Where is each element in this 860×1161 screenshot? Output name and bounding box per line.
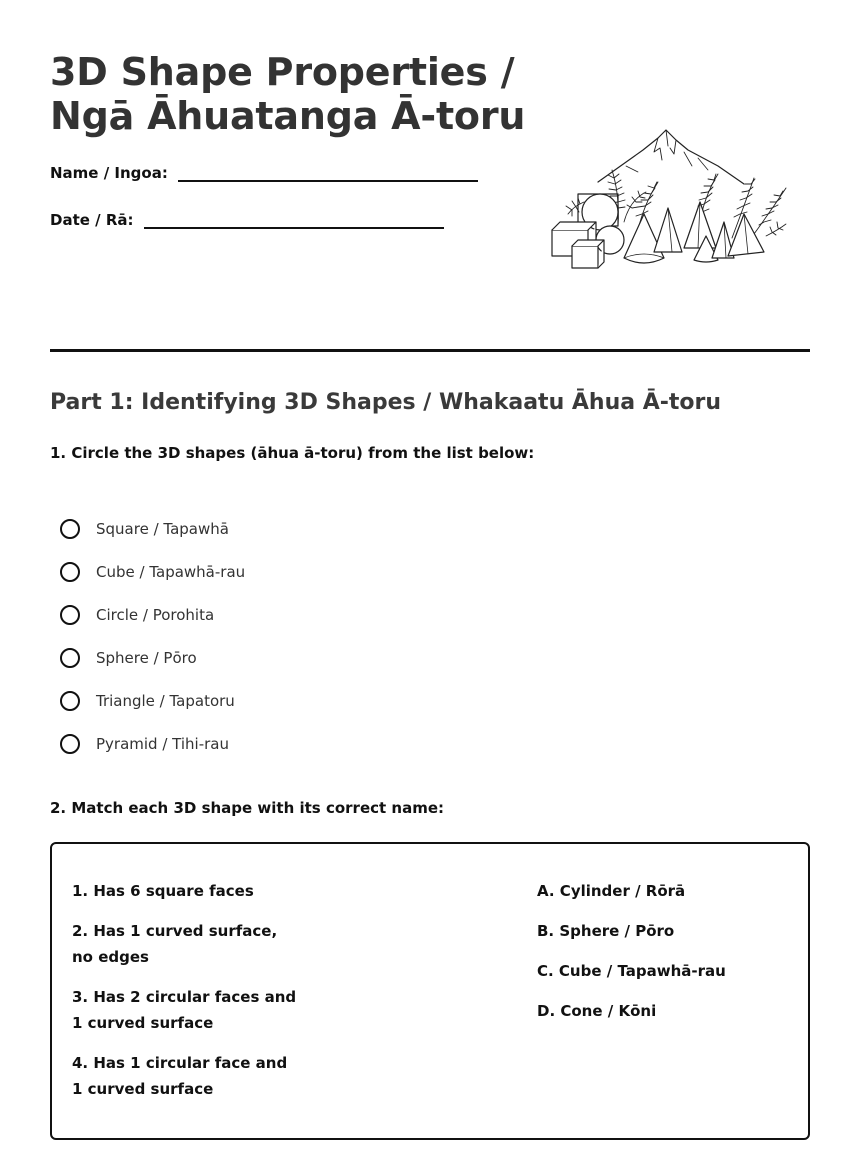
name-label: Name / Ingoa: [50, 164, 168, 182]
description-item[interactable]: 4. Has 1 circular face and 1 curved surface [72, 1054, 288, 1098]
option-cube[interactable] [60, 550, 245, 593]
description-list [72, 878, 302, 1116]
description-item[interactable]: 3. Has 2 circular faces and 1 curved surface [72, 988, 297, 1032]
shape-options-list [60, 507, 245, 765]
date-input-line[interactable] [144, 226, 444, 229]
radio-circle-icon[interactable] [60, 691, 80, 711]
question-2: 2. Match each 3D shape with its correct name: [50, 799, 445, 817]
part1-title: Part 1: Identifying 3D Shapes / Whakaatu Āhua Ā-toru [50, 390, 722, 415]
option-label: Square / Tapawhā [96, 519, 229, 538]
mountain-ferns-shapes-illustration-icon [548, 126, 790, 272]
title-line-2: Ngā Āhuatanga Ā-toru [50, 94, 526, 138]
option-label: Triangle / Tapatoru [96, 691, 235, 710]
question-1: 1. Circle the 3D shapes (āhua ā-toru) from the list below: [50, 444, 535, 462]
radio-circle-icon[interactable] [60, 562, 80, 582]
description-item[interactable]: 2. Has 1 curved surface, no edges [72, 922, 278, 966]
date-label: Date / Rā: [50, 211, 134, 229]
radio-circle-icon[interactable] [60, 519, 80, 539]
option-label: Pyramid / Tihi-rau [96, 734, 229, 753]
header-divider [50, 349, 810, 352]
description-item[interactable]: 1. Has 6 square faces [72, 882, 254, 900]
option-square[interactable] [60, 507, 245, 550]
title-line-1: 3D Shape Properties / [50, 50, 515, 94]
radio-circle-icon[interactable] [60, 648, 80, 668]
date-field[interactable] [50, 211, 444, 229]
option-pyramid[interactable] [60, 722, 245, 765]
shape-name-item[interactable]: C. Cube / Tapawhā-rau [537, 962, 726, 980]
shape-name-item[interactable]: D. Cone / Kōni [537, 1002, 657, 1020]
shape-name-item[interactable]: A. Cylinder / Rōrā [537, 882, 686, 900]
option-sphere[interactable] [60, 636, 245, 679]
shape-name-list [537, 878, 726, 1038]
option-label: Sphere / Pōro [96, 648, 197, 667]
option-triangle[interactable] [60, 679, 245, 722]
name-field[interactable] [50, 164, 478, 182]
shape-name-item[interactable]: B. Sphere / Pōro [537, 922, 675, 940]
name-input-line[interactable] [178, 179, 478, 182]
page-title [50, 50, 525, 138]
option-circle[interactable] [60, 593, 245, 636]
option-label: Circle / Porohita [96, 605, 215, 624]
radio-circle-icon[interactable] [60, 734, 80, 754]
option-label: Cube / Tapawhā-rau [96, 562, 246, 581]
radio-circle-icon[interactable] [60, 605, 80, 625]
matching-box [50, 842, 810, 1140]
